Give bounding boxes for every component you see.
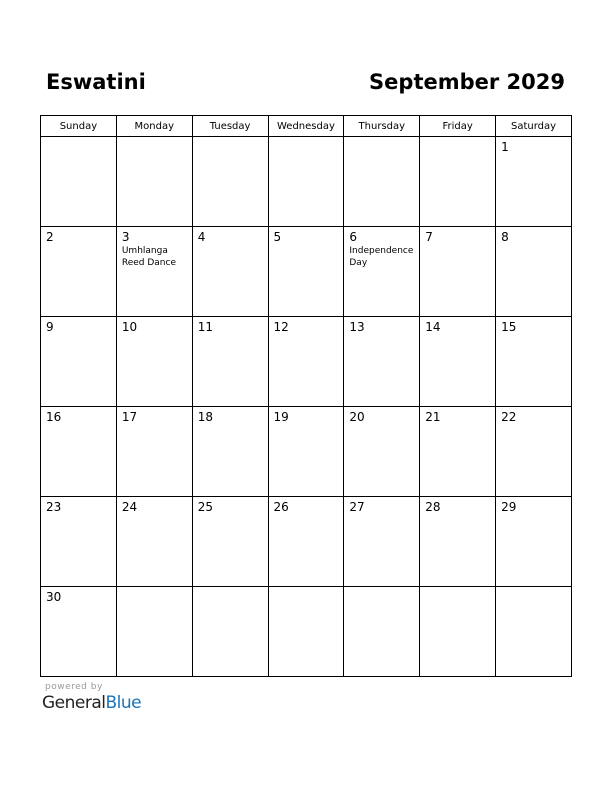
day-number: 16 bbox=[46, 410, 62, 424]
day-cell bbox=[344, 317, 420, 407]
day-cell bbox=[268, 407, 344, 497]
day-number: 6 bbox=[349, 230, 358, 244]
day-number: 30 bbox=[46, 590, 62, 604]
empty-day-cell bbox=[420, 137, 496, 227]
day-cell bbox=[41, 317, 117, 407]
week-row bbox=[41, 497, 572, 587]
day-cell bbox=[192, 497, 268, 587]
day-cell bbox=[420, 407, 496, 497]
day-number: 18 bbox=[197, 410, 213, 424]
day-number: 1 bbox=[501, 140, 509, 154]
week-row bbox=[41, 137, 572, 227]
day-cell bbox=[41, 497, 117, 587]
powered-by-label: powered by bbox=[45, 682, 103, 692]
calendar-grid bbox=[40, 115, 572, 677]
day-cell bbox=[116, 407, 192, 497]
weekday-header-row bbox=[41, 116, 572, 137]
day-number: 17 bbox=[121, 410, 138, 424]
day-cell bbox=[344, 227, 420, 317]
empty-day-cell bbox=[344, 587, 420, 677]
day-number: 27 bbox=[349, 500, 365, 514]
empty-day-cell bbox=[496, 587, 572, 677]
day-number: 23 bbox=[46, 500, 62, 514]
day-cell bbox=[116, 497, 192, 587]
day-number: 13 bbox=[349, 320, 365, 334]
day-number: 3 bbox=[121, 230, 130, 244]
day-cell bbox=[41, 587, 117, 677]
weekday-header: Sunday bbox=[41, 116, 117, 137]
day-number: 4 bbox=[197, 230, 206, 244]
empty-day-cell bbox=[268, 587, 344, 677]
day-cell bbox=[344, 497, 420, 587]
country-title: Eswatini bbox=[46, 70, 146, 94]
day-number: 15 bbox=[501, 320, 517, 334]
weekday-header: Tuesday bbox=[192, 116, 268, 137]
week-row bbox=[41, 317, 572, 407]
weekday-header: Wednesday bbox=[268, 116, 344, 137]
empty-day-cell bbox=[192, 137, 268, 227]
day-cell bbox=[41, 407, 117, 497]
day-cell bbox=[496, 227, 572, 317]
brand-blue: Blue bbox=[105, 693, 142, 713]
week-row bbox=[41, 587, 572, 677]
holiday-label: Umhlanga Reed Dance bbox=[121, 246, 176, 268]
day-cell bbox=[496, 137, 572, 227]
weekday-header: Friday bbox=[420, 116, 496, 137]
day-cell bbox=[496, 317, 572, 407]
day-cell bbox=[116, 227, 192, 317]
day-number: 25 bbox=[197, 500, 213, 514]
day-cell bbox=[192, 317, 268, 407]
week-row bbox=[41, 227, 572, 317]
week-row bbox=[41, 407, 572, 497]
day-number: 7 bbox=[425, 230, 433, 244]
day-cell bbox=[41, 227, 117, 317]
day-cell bbox=[268, 317, 344, 407]
weekday-header: Thursday bbox=[344, 116, 420, 137]
empty-day-cell bbox=[420, 587, 496, 677]
day-number: 9 bbox=[46, 320, 54, 334]
day-cell bbox=[496, 407, 572, 497]
day-cell bbox=[116, 317, 192, 407]
weekday-header: Saturday bbox=[496, 116, 572, 137]
empty-day-cell bbox=[41, 137, 117, 227]
day-cell bbox=[192, 227, 268, 317]
day-number: 11 bbox=[197, 320, 213, 334]
empty-day-cell bbox=[192, 587, 268, 677]
day-number: 20 bbox=[349, 410, 365, 424]
day-number: 26 bbox=[273, 500, 289, 514]
empty-day-cell bbox=[268, 137, 344, 227]
day-number: 10 bbox=[121, 320, 138, 334]
day-cell bbox=[192, 407, 268, 497]
brand-general: General bbox=[42, 693, 106, 713]
day-number: 24 bbox=[121, 500, 138, 514]
month-year-title: September 2029 bbox=[369, 70, 565, 94]
day-number: 28 bbox=[425, 500, 441, 514]
day-number: 22 bbox=[501, 410, 517, 424]
empty-day-cell bbox=[116, 587, 192, 677]
day-cell bbox=[420, 227, 496, 317]
day-cell bbox=[268, 497, 344, 587]
day-cell bbox=[496, 497, 572, 587]
day-number: 21 bbox=[425, 410, 441, 424]
day-number: 12 bbox=[273, 320, 289, 334]
day-cell bbox=[344, 407, 420, 497]
day-cell bbox=[420, 317, 496, 407]
day-number: 14 bbox=[425, 320, 441, 334]
generalblue-logo[interactable] bbox=[42, 693, 141, 713]
day-cell bbox=[268, 227, 344, 317]
day-number: 5 bbox=[273, 230, 282, 244]
weekday-header: Monday bbox=[116, 116, 192, 137]
day-number: 8 bbox=[501, 230, 509, 244]
day-number: 19 bbox=[273, 410, 289, 424]
empty-day-cell bbox=[344, 137, 420, 227]
holiday-label: Independence Day bbox=[349, 246, 414, 268]
day-number: 2 bbox=[46, 230, 54, 244]
day-cell bbox=[420, 497, 496, 587]
day-number: 29 bbox=[501, 500, 517, 514]
empty-day-cell bbox=[116, 137, 192, 227]
